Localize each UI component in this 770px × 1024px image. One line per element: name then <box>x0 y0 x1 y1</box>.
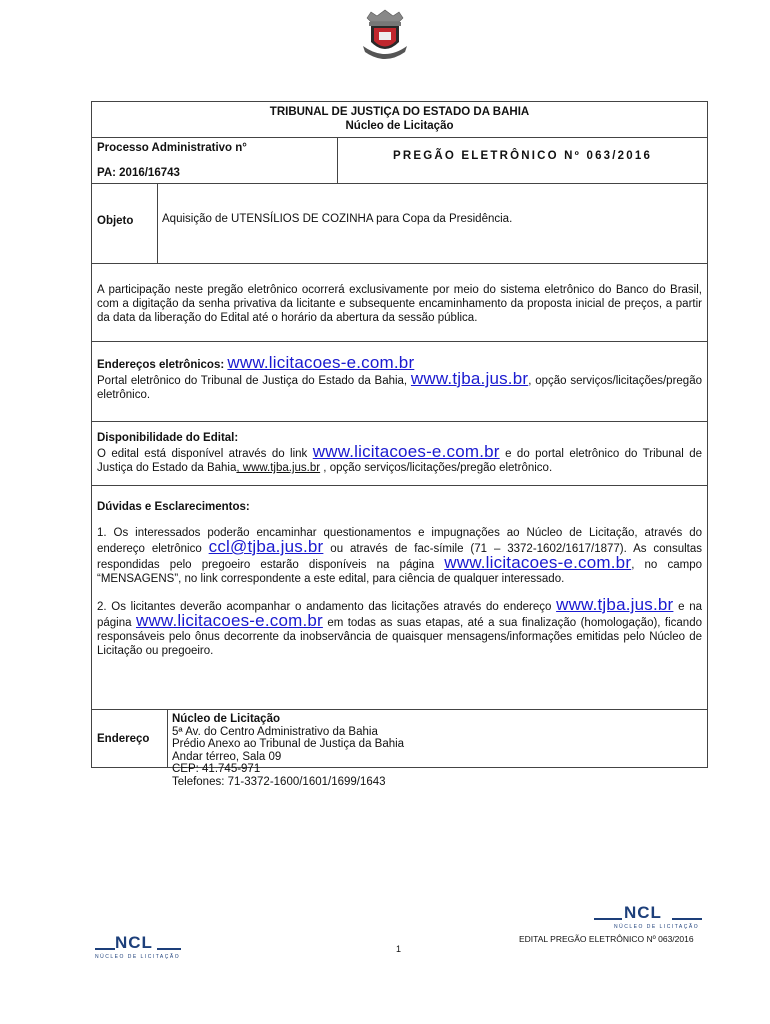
process-row <box>92 137 707 183</box>
disponibilidade-pre: O edital está disponível através do link <box>97 448 308 460</box>
page-number: 1 <box>396 944 402 954</box>
licitacoes-link[interactable]: www.licitacoes-e.com.br <box>227 353 415 372</box>
ncl-logo-left <box>95 933 205 963</box>
p2-text-c: em todas as suas etapas, até a sua finalização (homologação), ficando responsáveis pelo ônus decorrente da inobservância de quaisquer mensagens/informações emitidas pelo Núcleo de Licitação ou pregoeiro. <box>97 617 702 657</box>
edital-document <box>91 101 708 788</box>
process-label: Processo Administrativo n° <box>97 142 247 154</box>
email-link[interactable]: ccl@tjba.jus.br <box>208 537 324 556</box>
ncl-logo-subtitle: NÚCLEO DE LICITAÇÃO <box>95 954 181 960</box>
court-crest-icon <box>361 8 409 60</box>
disponibilidade-label: Disponibilidade do Edital: <box>97 432 239 444</box>
process-number: PA: 2016/16743 <box>97 167 180 179</box>
ncl-logo-subtitle: NÚCLEO DE LICITAÇÃO <box>614 924 700 930</box>
enderecos-label: Endereços eletrônicos: <box>97 359 225 371</box>
objeto-row <box>92 183 707 263</box>
ncl-logo-text: NCL <box>624 903 662 922</box>
footer-title: EDITAL PREGÃO ELETRÔNICO Nº 063/2016 <box>519 934 694 944</box>
address-line: Telefones: 71-3372-1600/1601/1699/1643 <box>172 775 386 788</box>
p2-licitacoes-link[interactable]: www.licitacoes-e.com.br <box>135 611 323 630</box>
p2-text-a: 2. Os licitantes deverão acompanhar o andamento das licitações através do endereço <box>97 601 552 613</box>
participation-text: A participação neste pregão eletrônico ocorrerá exclusivamente por meio do sistema eletrônico do Banco do Brasil, com a digitação da senha privativa da licitante e subsequente encaminhamento da proposta inicial de preços, a partir da data da liberação do Edital até o horário da abertura da sessão pública. <box>97 284 702 324</box>
duvidas-paragraph-2 <box>97 595 702 658</box>
court-name: TRIBUNAL DE JUSTIÇA DO ESTADO DA BAHIA <box>269 106 530 118</box>
p1-text-b: ou através de fac-símile (71 – 3372-1602/1617/1877). As consultas respondidas pelo pregoeiro estarão disponíveis na página <box>97 543 702 571</box>
disponibilidade-mid: e do portal eletrônico do Tribunal de Justiça do Estado da Bahia <box>97 448 702 474</box>
disponibilidade-tjba-link[interactable]: , www.tjba.jus.br <box>236 462 321 474</box>
tjba-link[interactable]: www.tjba.jus.br <box>410 369 529 388</box>
duvidas-section <box>92 485 707 709</box>
unit-name: Núcleo de Licitação <box>345 120 454 132</box>
p1-text-a: 1. Os interessados poderão encaminhar questionamentos e impugnações ao Núcleo de Licitação, através do endereço eletrônico <box>97 527 702 555</box>
enderecos-section <box>92 341 707 421</box>
p1-licitacoes-link[interactable]: www.licitacoes-e.com.br <box>444 553 632 572</box>
disponibilidade-licitacoes-link[interactable]: www.licitacoes-e.com.br <box>312 442 500 461</box>
p2-tjba-link[interactable]: www.tjba.jus.br <box>556 595 674 614</box>
endereco-row <box>92 709 707 788</box>
portal-option-text: , opção serviços/licitações/pregão eletrônico. <box>97 375 702 401</box>
p1-text-c: , no campo “MENSAGENS”, no link correspondente a este edital, para ciência de qualquer interessado. <box>97 559 702 585</box>
disponibilidade-section <box>92 421 707 485</box>
ncl-logo-right <box>594 903 704 933</box>
endereco-label: Endereço <box>92 710 168 767</box>
duvidas-paragraph-1 <box>97 526 702 586</box>
address-line: Núcleo de Licitação <box>172 713 281 725</box>
duvidas-label: Dúvidas e Esclarecimentos: <box>97 501 250 513</box>
process-cell <box>92 138 338 183</box>
disponibilidade-post: , opção serviços/licitações/pregão eletrônico. <box>320 462 553 474</box>
endereco-lines <box>168 710 707 788</box>
address-line: 5ª Av. do Centro Administrativo da Bahia <box>172 725 378 738</box>
pregao-title: PREGÃO ELETRÔNICO Nº 063/2016 <box>392 150 653 162</box>
address-line: CEP: 41.745-971 <box>172 763 261 775</box>
objeto-label: Objeto <box>92 184 158 263</box>
p2-text-b: e na página <box>97 601 702 629</box>
objeto-text: Aquisição de UTENSÍLIOS DE COZINHA para Copa da Presidência. <box>162 213 513 225</box>
address-line: Prédio Anexo ao Tribunal de Justiça da Bahia <box>172 738 405 750</box>
participation-section <box>92 263 707 341</box>
document-header <box>92 102 707 137</box>
ncl-logo-text: NCL <box>115 933 153 952</box>
address-line: Andar térreo, Sala 09 <box>172 750 282 763</box>
portal-text: Portal eletrônico do Tribunal de Justiça do Estado da Bahia, <box>97 375 408 387</box>
